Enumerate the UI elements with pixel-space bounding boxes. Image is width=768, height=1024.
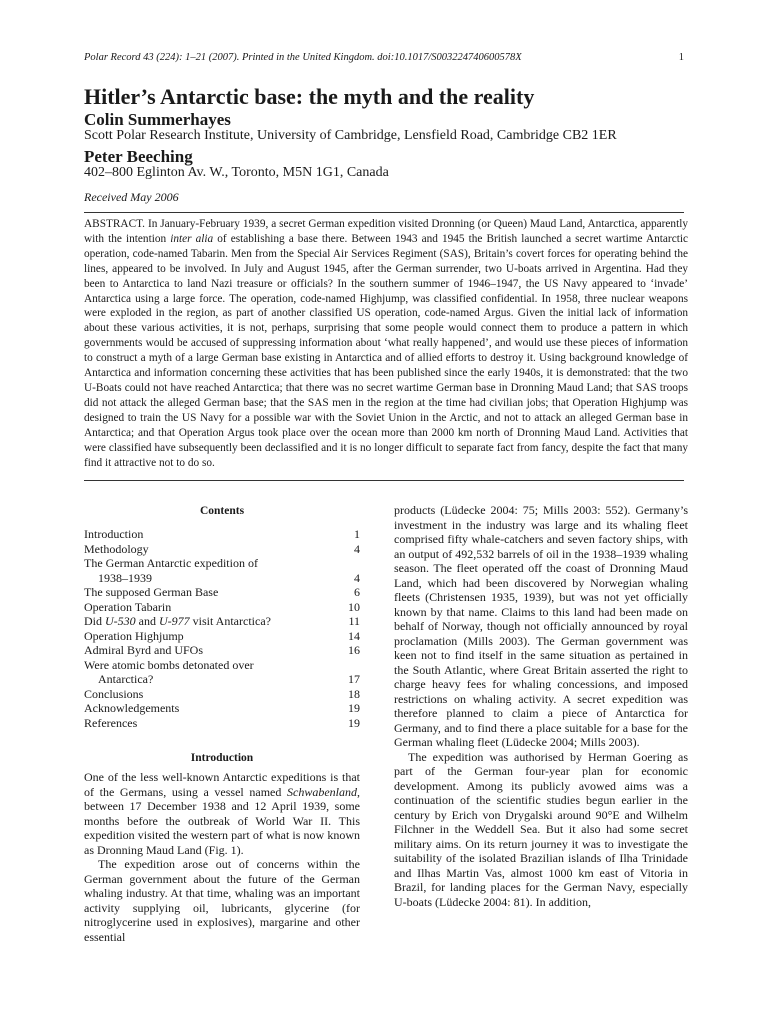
abstract-label: ABSTRACT. <box>84 218 145 230</box>
toc-entry[interactable]: Operation Highjump 14 <box>84 628 360 643</box>
abstract-text-1: In January-February 1939, a secret German expedition visited Dronning (or Queen) Maud Land, Antarctica, apparently with the intention <box>84 218 688 245</box>
contents-heading: Contents <box>199 505 245 517</box>
introduction-paragraph-2: The expedition arose out of concerns within the German government about the future of the German whaling industry. At that time, whaling was an important activity supplying oil, lubricants, glycerine (for nitroglycerine used in explosives), margarine and other essential <box>84 857 360 944</box>
table-of-contents <box>84 527 360 730</box>
toc-entry[interactable]: Introduction 1 <box>84 527 360 541</box>
toc-entry[interactable]: Operation Tabarin 10 <box>84 599 360 614</box>
toc-entry[interactable]: The supposed German Base 6 <box>84 585 360 599</box>
abstract-text-2: of establishing a base there. Between 1943 and 1945 the British launched a secret wartime Antarctic operation, code-named Tabarin. Men from the Special Air Services Regiment (SAS), Britain’s covert forces for operating behind the lines, appeared to be involved. In July and August 1945, after the German surrender, two U-boats arrived in Argentina. Had they been to Antarctica to land Nazi treasure or officials? In the southern summer of 1946–1947, the US Navy appeared to ‘invade’ Antarctica using a large force. The operation, code-named Highjump, was classified confidential. In 1958, three nuclear weapons were exploded in the region, as part of another classified US operation, code-named Argus. Given the initial lack of information about these various activities, it is not, perhaps, surprising that some people would connect them to produce a pattern in which governments would be accused of suppressing information about ‘what really happened’, and would use these pieces of information to construct a myth of a large German base existing in Antarctica and of allied efforts to destroy it. Using background knowledge of Antarctica and information concerning these activities that has been published since the early 1940s, it is demonstrated: that the two U-Boats could not have reached Antarctica; that there was no secret wartime German base in Dronning Maud Land; that SAS troops did not attack the alleged German base; that the SAS men in the region at the time had civilian jobs; that Operation Highjump was designed to train the US Navy for a possible war with the Soviet Union in the Arctic, and not to attack an alleged German base in Antarctica; and that Operation Argus took place over the ocean more than 2000 km north of Dronning Maud Land. Activities that were classified have subsequently been declassified and it is no longer difficult to separate fact from fancy, despite the fact that many find it attractive not to do so. <box>84 232 689 469</box>
author-affiliation-1: Scott Polar Research Institute, University of Cambridge, Lensfield Road, Cambridge CB2 1ER <box>84 128 617 143</box>
toc-entry[interactable]: Admiral Byrd and UFOs 16 <box>84 643 360 657</box>
toc-entry[interactable]: Methodology 4 <box>84 541 360 556</box>
received-date: Received May 2006 <box>84 190 179 204</box>
toc-entry[interactable]: Acknowledgements 19 <box>84 701 360 715</box>
toc-entry[interactable]: Antarctica? 17 <box>98 672 360 686</box>
running-head <box>84 52 684 63</box>
author-name-2: Peter Beeching <box>84 147 193 166</box>
introduction-heading: Introduction <box>190 752 254 764</box>
journal-citation: Polar Record 43 (224): 1–21 (2007). Printed in the United Kingdom. doi:10.1017/S003224740600578X <box>84 52 522 63</box>
abstract-top-rule <box>84 212 684 213</box>
abstract-italic: inter alia <box>170 232 214 245</box>
author-name-1: Colin Summerhayes <box>84 110 231 129</box>
toc-entry[interactable]: References 19 <box>84 715 360 730</box>
abstract <box>84 217 688 470</box>
article-title: Hitler’s Antarctic base: the myth and the reality <box>84 84 535 109</box>
toc-entry[interactable]: Conclusions 18 <box>84 686 360 701</box>
right-column <box>394 503 688 909</box>
body-paragraph-1: products (Lüdecke 2004: 75; Mills 2003: 552). Germany’s investment in the industry was large and its whaling fleet comprised fifty whale-catchers and seven factory ships, with an output of 492,532 barrels of oil in the 1938–1939 whaling season. The fleet operated off the coast of Dronning Maud Land, which had been discovered by Norwegian whaling fleets (Christensen 1935, 1939), but was not yet officially known by that name. Claims to this land had been made on behalf of Norway, though not officially announced by royal proclamation (Mills 2003). The German government was keen not to find itself in the same situation as pertained in the South Atlantic, where Great Britain asserted the right to charge heavy fees for whaling concessions, and imposed restrictions on whaling activity. A secret expedition was therefore planned to claim a piece of Antarctica for Germany, and to find there a place suitable for a base for the German whaling fleet (Lüdecke 2004; Mills 2003). <box>394 503 688 749</box>
toc-entry[interactable]: Were atomic bombs detonated over <box>84 657 254 672</box>
body-paragraph-2: The expedition was authorised by Herman Goering as part of the German four-year plan for economic development. Among its publicly avowed aims was a continuation of the scientific studies begun earlier in the century by Erich von Drygalski around 90°E and Wilhelm Filchner in the Weddell Sea. But it also had some secret military aims. On its return journey it was to investigate the suitability of the isolated Brazilian islands of Ilha Trinidade and Ilhas Martin Vas, almost 1000 km east of Vitoria in Brazil, for landing places for the German Navy, especially U-boats (Lüdecke 2004: 81). In addition, <box>394 749 688 909</box>
toc-entry[interactable]: The German Antarctic expedition of <box>84 556 258 570</box>
introduction-paragraph-1: One of the less well-known Antarctic expeditions is that of the Germans, using a vessel named Schwabenland, between 17 December 1938 and 12 April 1939, some months before the outbreak of World War II. This expedition visited the western part of what is now known as Dronning Maud Land (Fig. 1). <box>84 770 360 857</box>
toc-entry[interactable]: 1938–1939 4 <box>98 570 360 585</box>
left-column <box>84 505 360 944</box>
abstract-bottom-rule <box>84 480 684 481</box>
author-affiliation-2: 402–800 Eglinton Av. W., Toronto, M5N 1G1, Canada <box>84 165 389 180</box>
page-number: 1 <box>678 52 684 63</box>
toc-entry[interactable]: Did U-530 and U-977 visit Antarctica? 11 <box>84 614 360 628</box>
